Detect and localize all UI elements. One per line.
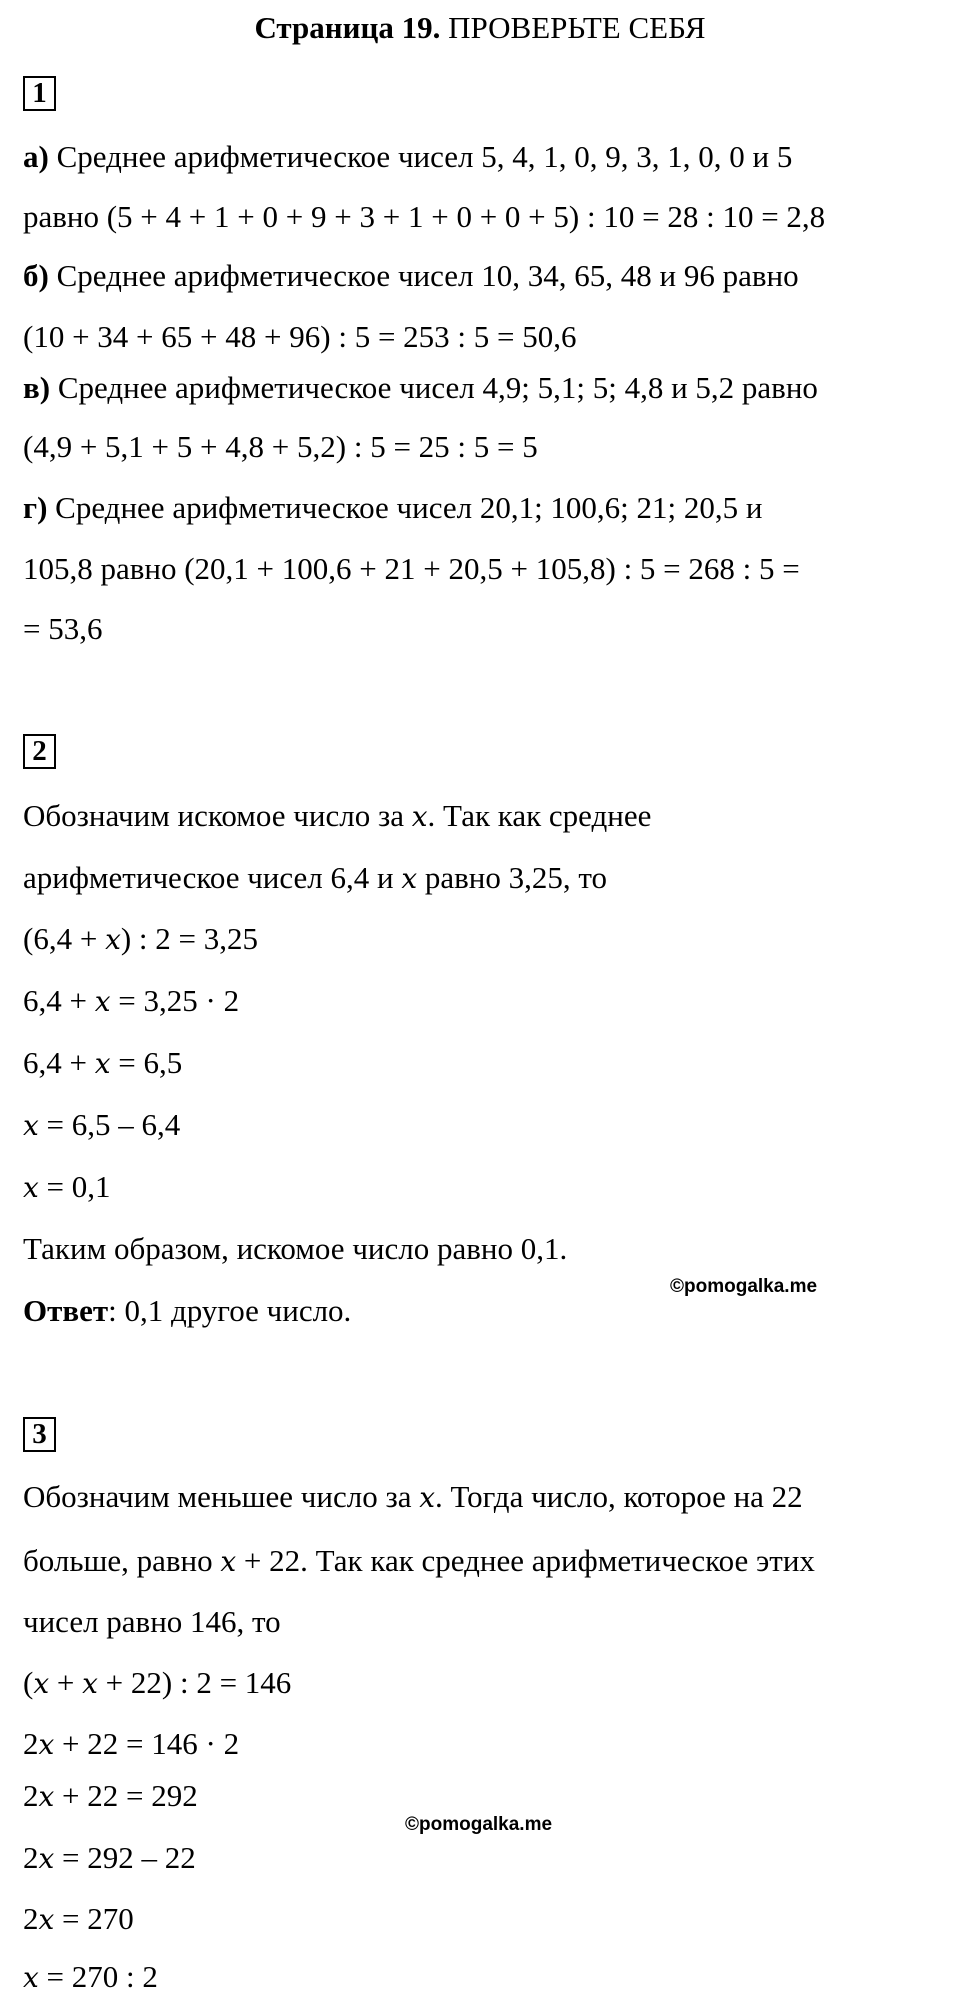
task-1g-label: г) <box>23 490 48 525</box>
variable-x: x <box>38 1728 55 1761</box>
task-1v-line-1: в) Среднее арифметическое чисел 4,9; 5,1; 5; 4,8 и 5,2 равно <box>23 370 818 405</box>
task-2-line-6: x = 6,5 – 6,4 <box>23 1107 181 1142</box>
watermark-2: ©pomogalka.me <box>405 1814 553 1835</box>
task-2-number: 2 <box>23 734 56 769</box>
task-3-number: 3 <box>23 1417 56 1452</box>
task-1b-label: б) <box>23 258 49 293</box>
watermark-1: ©pomogalka.me <box>670 1276 818 1297</box>
task-2-line-7: x = 0,1 <box>23 1169 111 1204</box>
task-1b-line-2: (10 + 34 + 65 + 48 + 96) : 5 = 253 : 5 = 50,6 <box>23 319 577 354</box>
task-3-line-7: 2x = 292 – 22 <box>23 1840 196 1875</box>
task-3-line-1: Обозначим меньшее число за x. Тогда число, которое на 22 <box>23 1479 803 1514</box>
variable-x: x <box>94 1047 111 1080</box>
variable-x: x <box>38 1842 55 1875</box>
variable-x: x <box>38 1903 55 1936</box>
task-2-line-4: 6,4 + x = 3,25 · 2 <box>23 983 240 1018</box>
task-1v-label: в) <box>23 370 51 405</box>
task-2-answer: Ответ: 0,1 другое число. <box>23 1293 352 1328</box>
task-1a-line-2: равно (5 + 4 + 1 + 0 + 9 + 3 + 1 + 0 + 0 + 5) : 10 = 28 : 10 = 2,8 <box>23 199 826 234</box>
variable-x: x <box>411 800 428 833</box>
page-title-bold: Страница 19. <box>254 10 441 45</box>
task-1a-line-1: а) Среднее арифметическое чисел 5, 4, 1, 0, 9, 3, 1, 0, 0 и 5 <box>23 139 793 174</box>
task-3-line-8: 2x = 270 <box>23 1901 134 1936</box>
task-1b-line-1: б) Среднее арифметическое чисел 10, 34, 65, 48 и 96 равно <box>23 258 799 293</box>
task-3-line-9: x = 270 : 2 <box>23 1959 158 1994</box>
task-1a-label: а) <box>23 139 49 174</box>
task-3-line-4: (x + x + 22) : 2 = 146 <box>23 1665 292 1700</box>
page-title <box>0 8 960 48</box>
task-3-line-2: больше, равно x + 22. Так как среднее арифметическое этих <box>23 1543 815 1578</box>
variable-x: x <box>38 1780 55 1813</box>
variable-x: x <box>401 862 418 895</box>
variable-x: x <box>419 1481 436 1514</box>
variable-x: x <box>105 923 121 956</box>
task-2-line-8: Таким образом, искомое число равно 0,1. <box>23 1231 568 1266</box>
variable-x: x <box>82 1667 98 1700</box>
task-3-line-6: 2x + 22 = 292 <box>23 1778 198 1813</box>
answer-label: Ответ <box>23 1293 109 1328</box>
task-2-line-1: Обозначим искомое число за x. Так как среднее <box>23 798 652 833</box>
task-1g-line-2: 105,8 равно (20,1 + 100,6 + 21 + 20,5 + 105,8) : 5 = 268 : 5 = <box>23 551 800 586</box>
task-1-number: 1 <box>23 76 56 111</box>
task-2-line-5: 6,4 + x = 6,5 <box>23 1045 183 1080</box>
variable-x: x <box>94 985 111 1018</box>
task-3-line-3: чисел равно 146, то <box>23 1604 281 1639</box>
task-2-line-2: арифметическое чисел 6,4 и x равно 3,25, то <box>23 860 608 895</box>
page-title-rest: ПРОВЕРЬТЕ СЕБЯ <box>440 10 706 45</box>
task-1v-line-2: (4,9 + 5,1 + 5 + 4,8 + 5,2) : 5 = 25 : 5 = 5 <box>23 429 538 464</box>
variable-x: x <box>33 1667 50 1700</box>
task-1g-line-1: г) Среднее арифметическое чисел 20,1; 100,6; 21; 20,5 и <box>23 490 763 525</box>
variable-x: x <box>23 1171 39 1204</box>
variable-x: x <box>23 1961 39 1994</box>
task-2-line-3: (6,4 + x) : 2 = 3,25 <box>23 921 259 956</box>
variable-x: x <box>220 1545 237 1578</box>
task-3-line-5: 2x + 22 = 146 · 2 <box>23 1726 240 1761</box>
variable-x: x <box>23 1109 39 1142</box>
task-1g-line-3: = 53,6 <box>23 611 103 646</box>
